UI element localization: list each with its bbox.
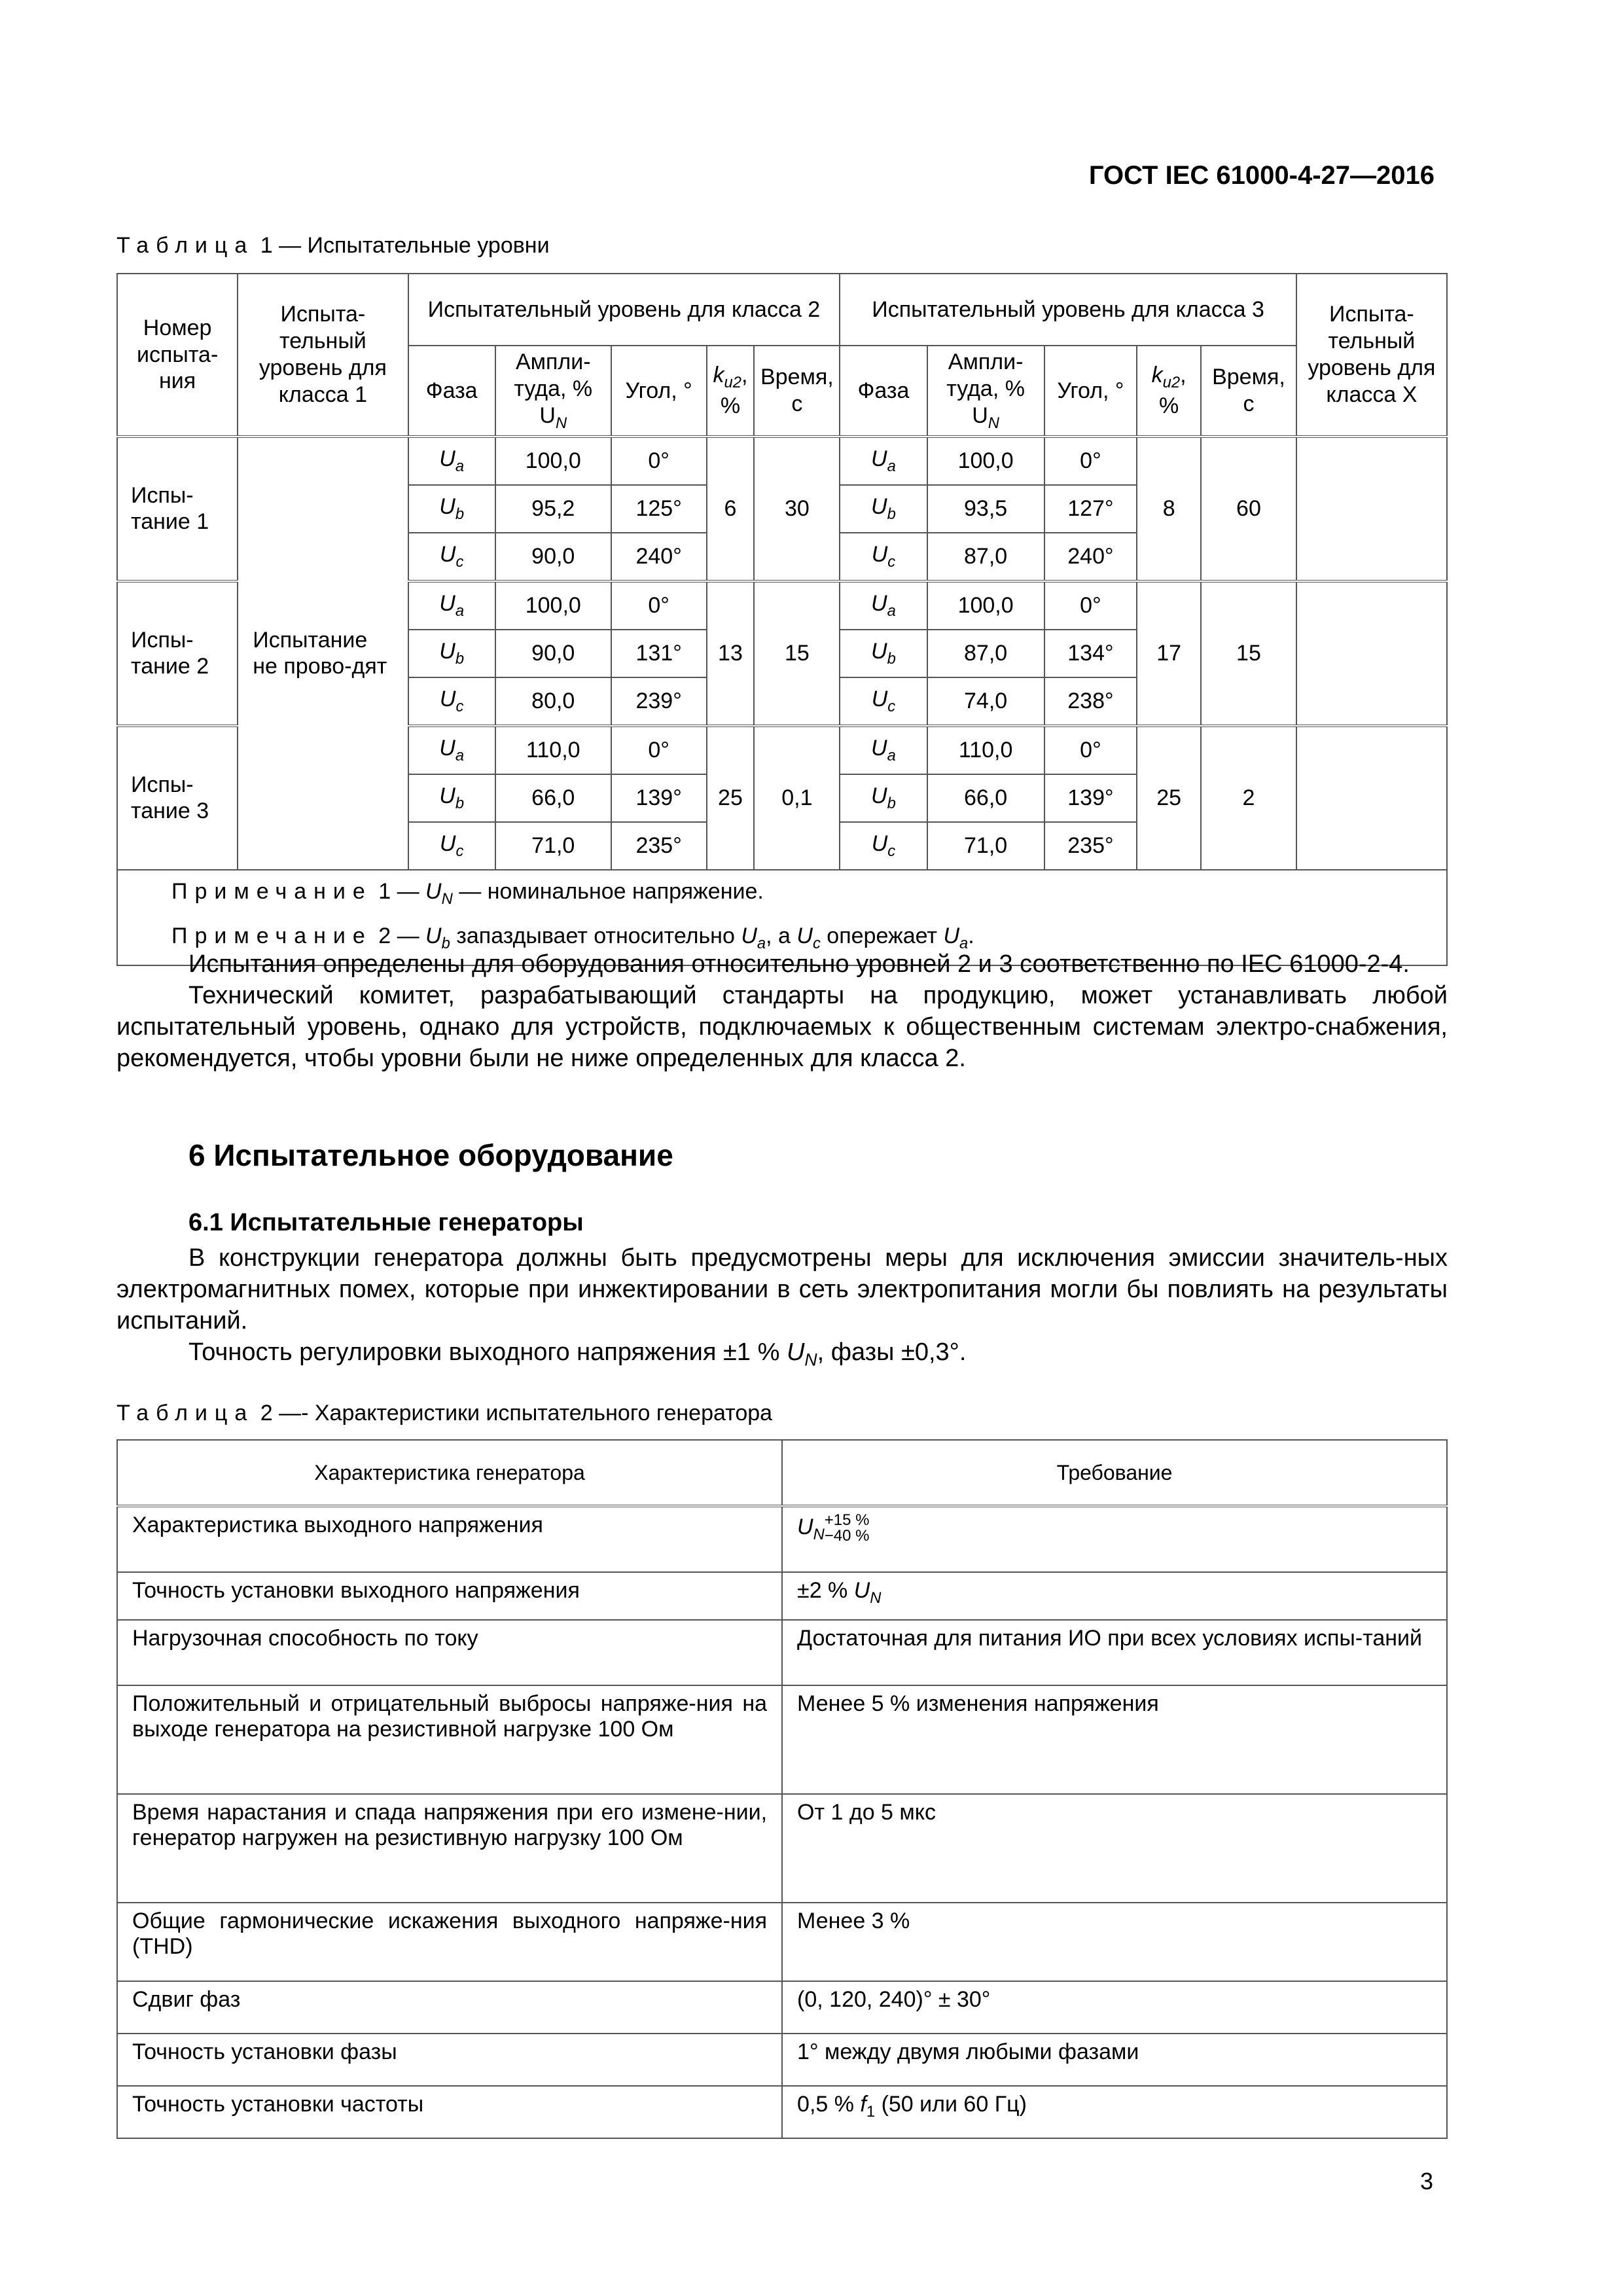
k-cell: 6 (707, 437, 755, 581)
amplitude-cell: 87,0 (927, 630, 1044, 677)
sub-time: Время, с (754, 346, 840, 437)
generator-characteristics-table (116, 1439, 1448, 2139)
requirement-cell: Достаточная для питания ИО при всех условиях испы-таний (782, 1620, 1447, 1685)
phase-cell: $U_a$ (408, 726, 495, 774)
head-requirement: Требование (782, 1440, 1447, 1506)
amplitude-cell: 66,0 (927, 774, 1044, 822)
angle-cell: 131° (611, 630, 707, 677)
table-row (117, 437, 1447, 485)
table-row (117, 1685, 1447, 1794)
amplitude-cell: 90,0 (495, 533, 611, 581)
phase-cell: $U_a$ (840, 437, 927, 485)
amplitude-cell: 100,0 (927, 437, 1044, 485)
amplitude-cell: 71,0 (495, 822, 611, 870)
table1-caption: Таблица 1 — Испытательные уровни (116, 233, 550, 258)
sub-amplitude: Ампли-туда, % $U_N$ (927, 346, 1044, 437)
section-heading: 6 Испытательное оборудование (188, 1138, 673, 1172)
time-cell: 2 (1201, 726, 1296, 870)
angle-cell: 238° (1044, 677, 1137, 726)
amplitude-cell: 66,0 (495, 774, 611, 822)
k-cell: 25 (707, 726, 755, 870)
phase-cell: $U_c$ (840, 677, 927, 726)
angle-cell: 0° (611, 581, 707, 630)
sub-time: Время, с (1201, 346, 1296, 437)
requirement-cell: ±2 % $U_N$ (782, 1572, 1447, 1620)
phase-cell: $U_c$ (840, 822, 927, 870)
phase-cell: $U_a$ (408, 437, 495, 485)
table-row (117, 2034, 1447, 2086)
table2-caption: Таблица 2 —- Характеристики испытательного генератора (116, 1401, 773, 1426)
body-paragraphs-2 (116, 1242, 1448, 1376)
col-test-no: Номер испыта-ния (117, 274, 238, 437)
angle-cell: 0° (1044, 726, 1137, 774)
sub-phase: Фаза (408, 346, 495, 437)
table-row (117, 1506, 1447, 1572)
requirement-cell: 1° между двумя любыми фазами (782, 2034, 1447, 2086)
subsection-heading: 6.1 Испытательные генераторы (188, 1209, 584, 1236)
document-header: ГОСТ IEC 61000-4-27—2016 (1088, 161, 1435, 190)
table-row (117, 1572, 1447, 1620)
requirement-cell: $U_N+15$ % −40 % (782, 1506, 1447, 1572)
phase-cell: $U_c$ (840, 533, 927, 581)
amplitude-cell: 100,0 (495, 581, 611, 630)
paragraph: Технический комитет, разрабатывающий стандарты на продукцию, может устанавливать любой испытательный уровень, однако для устройств, подключаемых к общественным системам электро-снабжения, рекомендуется, чтобы уровни были не ниже определенных для класса 2. (116, 982, 1448, 1072)
characteristic-cell: Точность установки частоты (117, 2086, 782, 2138)
col-class2: Испытательный уровень для класса 2 (408, 274, 840, 346)
amplitude-cell: 93,5 (927, 485, 1044, 533)
table-row (117, 1794, 1447, 1903)
requirement-cell: (0, 120, 240)° ± 30° (782, 1981, 1447, 2034)
note-1: Примечание 1 — $U_N$ — номинальное напряжение. (171, 878, 764, 908)
body-paragraphs-1 (116, 948, 1448, 1074)
time-cell: 60 (1201, 437, 1296, 581)
phase-cell: $U_b$ (840, 630, 927, 677)
note-2: Примечание 2 — $U_b$ запаздывает относительно $U_a$, а $U_c$ опережает $U_a$. (171, 923, 974, 952)
sub-k: $k_{u2}$, % (707, 346, 755, 437)
angle-cell: 127° (1044, 485, 1137, 533)
table-row (117, 1981, 1447, 2034)
angle-cell: 240° (611, 533, 707, 581)
requirement-cell: 0,5 % $f_1$ (50 или 60 Гц) (782, 2086, 1447, 2138)
col-class1: Испыта-тельный уровень для класса 1 (238, 274, 408, 437)
page-number: 3 (1419, 2168, 1433, 2195)
characteristic-cell: Точность установки фазы (117, 2034, 782, 2086)
phase-cell: $U_c$ (408, 677, 495, 726)
characteristic-cell: Нагрузочная способность по току (117, 1620, 782, 1685)
col-class3: Испытательный уровень для класса 3 (840, 274, 1296, 346)
angle-cell: 134° (1044, 630, 1137, 677)
table-row (117, 1620, 1447, 1685)
phase-cell: $U_b$ (840, 485, 927, 533)
angle-cell: 235° (1044, 822, 1137, 870)
k-cell: 8 (1137, 437, 1201, 581)
classX-cell (1296, 437, 1447, 581)
classX-cell (1296, 726, 1447, 870)
angle-cell: 0° (1044, 581, 1137, 630)
k-cell: 13 (707, 581, 755, 726)
k-cell: 25 (1137, 726, 1201, 870)
angle-cell: 235° (611, 822, 707, 870)
angle-cell: 0° (611, 437, 707, 485)
paragraph: Точность регулировки выходного напряжения ±1 % $U_N$, фазы ±0,3°. (188, 1338, 967, 1370)
phase-cell: $U_a$ (408, 581, 495, 630)
test-name: Испы-тание 1 (117, 437, 238, 581)
head-characteristic: Характеристика генератора (117, 1440, 782, 1506)
time-cell: 15 (754, 581, 840, 726)
phase-cell: $U_b$ (840, 774, 927, 822)
angle-cell: 0° (611, 726, 707, 774)
characteristic-cell: Общие гармонические искажения выходного напряже-ния (THD) (117, 1903, 782, 1981)
k-cell: 17 (1137, 581, 1201, 726)
paragraph: Испытания определены для оборудования относительно уровней 2 и 3 соответственно по IEC 61000-2-4. (188, 950, 1410, 978)
col-classX: Испыта-тельный уровень для класса X (1296, 274, 1447, 437)
time-cell: 0,1 (754, 726, 840, 870)
test-name: Испы-тание 2 (117, 581, 238, 726)
test-levels-table (116, 273, 1448, 966)
characteristic-cell: Время нарастания и спада напряжения при его измене-нии, генератор нагружен на резистивную нагрузку 100 Ом (117, 1794, 782, 1903)
classX-cell (1296, 581, 1447, 726)
amplitude-cell: 110,0 (495, 726, 611, 774)
sub-phase: Фаза (840, 346, 927, 437)
table-row (117, 1903, 1447, 1981)
class1-value: Испытание не прово-дят (238, 437, 408, 870)
angle-cell: 125° (611, 485, 707, 533)
sub-angle: Угол, ° (611, 346, 707, 437)
sub-angle: Угол, ° (1044, 346, 1137, 437)
amplitude-cell: 110,0 (927, 726, 1044, 774)
characteristic-cell: Сдвиг фаз (117, 1981, 782, 2034)
amplitude-cell: 71,0 (927, 822, 1044, 870)
angle-cell: 0° (1044, 437, 1137, 485)
amplitude-cell: 74,0 (927, 677, 1044, 726)
test-name: Испы-тание 3 (117, 726, 238, 870)
phase-cell: $U_c$ (408, 533, 495, 581)
phase-cell: $U_b$ (408, 485, 495, 533)
phase-cell: $U_c$ (408, 822, 495, 870)
angle-cell: 240° (1044, 533, 1137, 581)
characteristic-cell: Характеристика выходного напряжения (117, 1506, 782, 1572)
time-cell: 30 (754, 437, 840, 581)
paragraph: В конструкции генератора должны быть предусмотрены меры для исключения эмиссии значитель-ных электромагнитных помех, которые при инжектировании в сеть электропитания могли бы повлиять на результаты испытаний. (116, 1244, 1448, 1335)
amplitude-cell: 80,0 (495, 677, 611, 726)
sub-amplitude: Ампли-туда, % $U_N$ (495, 346, 611, 437)
phase-cell: $U_a$ (840, 726, 927, 774)
amplitude-cell: 87,0 (927, 533, 1044, 581)
characteristic-cell: Положительный и отрицательный выбросы напряже-ния на выходе генератора на резистивной нагрузке 100 Ом (117, 1685, 782, 1794)
amplitude-cell: 100,0 (927, 581, 1044, 630)
characteristic-cell: Точность установки выходного напряжения (117, 1572, 782, 1620)
amplitude-cell: 100,0 (495, 437, 611, 485)
requirement-cell: Менее 5 % изменения напряжения (782, 1685, 1447, 1794)
amplitude-cell: 90,0 (495, 630, 611, 677)
angle-cell: 139° (611, 774, 707, 822)
table-row (117, 2086, 1447, 2138)
sub-k: $k_{u2}$, % (1137, 346, 1201, 437)
angle-cell: 239° (611, 677, 707, 726)
requirement-cell: От 1 до 5 мкс (782, 1794, 1447, 1903)
phase-cell: $U_b$ (408, 630, 495, 677)
angle-cell: 139° (1044, 774, 1137, 822)
requirement-cell: Менее 3 % (782, 1903, 1447, 1981)
amplitude-cell: 95,2 (495, 485, 611, 533)
phase-cell: $U_a$ (840, 581, 927, 630)
phase-cell: $U_b$ (408, 774, 495, 822)
time-cell: 15 (1201, 581, 1296, 726)
